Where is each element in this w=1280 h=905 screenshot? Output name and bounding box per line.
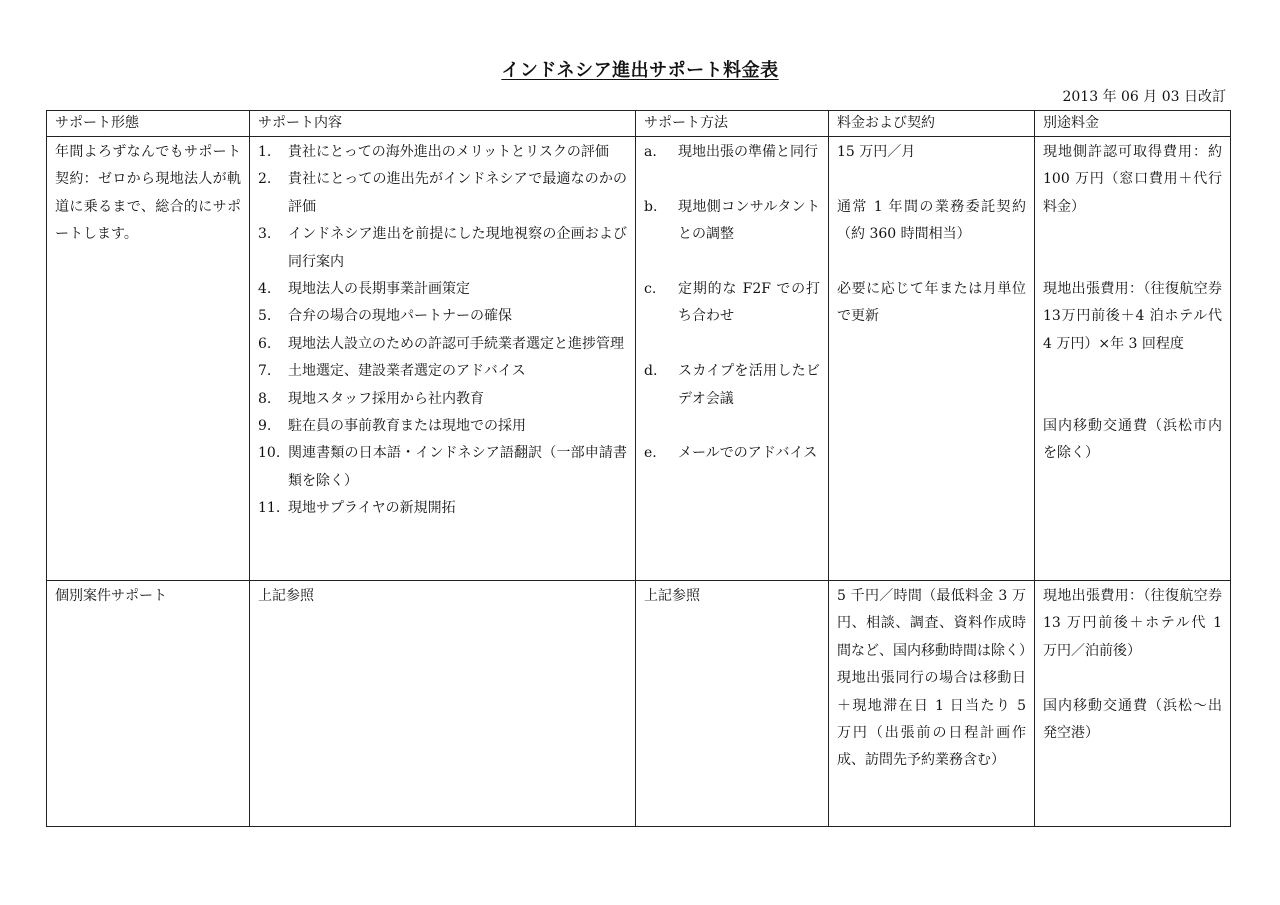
list-text: 現地スタッフ採用から社内教育 bbox=[288, 390, 484, 407]
support-method-list bbox=[644, 139, 820, 468]
list-text: 関連書類の日本語・インドネシア語翻訳（一部申請書類を除く） bbox=[288, 445, 627, 489]
list-number: 9. bbox=[258, 418, 272, 435]
list-item bbox=[258, 139, 627, 166]
revision-date: 2013 年 06 月 03 日改訂 bbox=[1062, 89, 1226, 105]
extra-fee-cell bbox=[1035, 581, 1231, 827]
list-number: 8. bbox=[258, 390, 272, 407]
support-method-text: 上記参照 bbox=[644, 588, 700, 604]
header-extra-fee: 別途料金 bbox=[1035, 111, 1231, 137]
travel-fee: 現地出張費用：（往復航空券 13 万円前後＋ホテル代 1 万円／泊前後） bbox=[1043, 588, 1222, 659]
list-item bbox=[258, 440, 627, 495]
accompany-fee: 現地出張同行の場合は移動日＋現地滞在日 1 日当たり 5 万円（出張前の日程計画作成、訪問先予約業務含む） bbox=[837, 670, 1026, 769]
hourly-fee: 5 千円／時間（最低料金 3 万円、相談、調査、資料作成時間など、国内移動時間は除く） bbox=[837, 588, 1033, 659]
list-text: 現地法人設立のための許認可手続業者選定と進捗管理 bbox=[288, 335, 624, 352]
list-item bbox=[258, 166, 627, 221]
contract-term: 通常 1 年間の業務委託契約（約 360 時間相当） bbox=[837, 198, 1026, 243]
list-number: 1. bbox=[258, 144, 272, 160]
list-text: 貴社にとっての海外進出のメリットとリスクの評価 bbox=[288, 144, 609, 160]
list-letter: d. bbox=[644, 363, 658, 380]
fee-contract-cell bbox=[829, 581, 1035, 827]
list-letter: a. bbox=[644, 144, 657, 160]
support-method-cell bbox=[636, 581, 829, 827]
header-support-type: サポート形態 bbox=[47, 111, 250, 137]
list-letter: b. bbox=[644, 198, 658, 215]
support-content-cell bbox=[250, 137, 636, 581]
support-content-list bbox=[258, 139, 627, 523]
support-type-cell bbox=[47, 137, 250, 581]
list-item bbox=[258, 221, 627, 276]
list-item bbox=[644, 440, 820, 467]
list-item bbox=[258, 358, 627, 385]
table-row bbox=[47, 137, 1231, 581]
list-item bbox=[258, 303, 627, 330]
monthly-fee: 15 万円／月 bbox=[837, 144, 916, 160]
list-number: 3. bbox=[258, 226, 272, 243]
list-item bbox=[258, 276, 627, 303]
renewal-note: 必要に応じて年または月単位で更新 bbox=[837, 281, 1026, 325]
list-text: 駐在員の事前教育または現地での採用 bbox=[288, 418, 526, 435]
list-text: インドネシア進出を前提にした現地視察の企画および同行案内 bbox=[288, 226, 627, 270]
list-item bbox=[644, 139, 820, 166]
list-text: メールでのアドバイス bbox=[678, 445, 818, 462]
permit-fee: 現地側許認可取得費用：約 100 万円（窓口費用＋代行料金） bbox=[1043, 144, 1222, 215]
domestic-travel-fee: 国内移動交通費（浜松～出発空港） bbox=[1043, 697, 1222, 742]
support-type-cell bbox=[47, 581, 250, 827]
header-fee-contract: 料金および契約 bbox=[829, 111, 1035, 137]
table-row bbox=[47, 581, 1231, 827]
document-title: インドネシア進出サポート料金表 bbox=[501, 60, 779, 81]
list-text: 定期的な F2F での打ち合わせ bbox=[678, 281, 820, 325]
header-support-method: サポート方法 bbox=[636, 111, 829, 137]
support-content-cell bbox=[250, 581, 636, 827]
list-text: スカイプを活用したビデオ会議 bbox=[678, 363, 820, 407]
list-item bbox=[644, 276, 820, 331]
list-number: 6. bbox=[258, 335, 272, 352]
header-row bbox=[47, 111, 1231, 137]
support-method-cell bbox=[636, 137, 829, 581]
list-number: 11. bbox=[258, 500, 281, 517]
list-text: 土地選定、建設業者選定のアドバイス bbox=[288, 363, 526, 380]
list-item bbox=[644, 358, 820, 413]
list-text: 現地出張の準備と同行 bbox=[678, 144, 818, 160]
list-letter: c. bbox=[644, 281, 657, 297]
list-text: 合弁の場合の現地パートナーの確保 bbox=[288, 308, 512, 325]
list-number: 2. bbox=[258, 171, 272, 188]
list-item bbox=[644, 194, 820, 249]
list-item bbox=[258, 495, 627, 522]
list-item bbox=[258, 413, 627, 440]
list-letter: e. bbox=[644, 445, 657, 462]
list-number: 5. bbox=[258, 308, 272, 325]
list-item bbox=[258, 331, 627, 358]
support-type-text: 個別案件サポート bbox=[55, 588, 167, 604]
header-support-content: サポート内容 bbox=[250, 111, 636, 137]
list-number: 7. bbox=[258, 363, 272, 380]
list-text: 現地法人の長期事業計画策定 bbox=[288, 281, 470, 298]
list-text: 現地側コンサルタントとの調整 bbox=[678, 198, 820, 243]
fee-contract-cell bbox=[829, 137, 1035, 581]
travel-fee: 現地出張費用：（往復航空券13万円前後＋4 泊ホテル代 4 万円）×年 3 回程度 bbox=[1043, 281, 1222, 352]
list-item bbox=[258, 386, 627, 413]
fee-table bbox=[46, 110, 1231, 827]
support-content-text: 上記参照 bbox=[258, 588, 314, 604]
list-text: 貴社にとっての進出先がインドネシアで最適なのかの評価 bbox=[288, 171, 627, 215]
list-text: 現地サプライヤの新規開拓 bbox=[288, 500, 456, 517]
extra-fee-cell bbox=[1035, 137, 1231, 581]
support-type-text: 年間よろずなんでもサポート契約：ゼロから現地法人が軌道に乗るまで、総合的にサポートします。 bbox=[55, 144, 241, 243]
domestic-travel-fee: 国内移動交通費（浜松市内を除く） bbox=[1043, 418, 1222, 462]
list-number: 10. bbox=[258, 445, 281, 462]
list-number: 4. bbox=[258, 281, 272, 298]
